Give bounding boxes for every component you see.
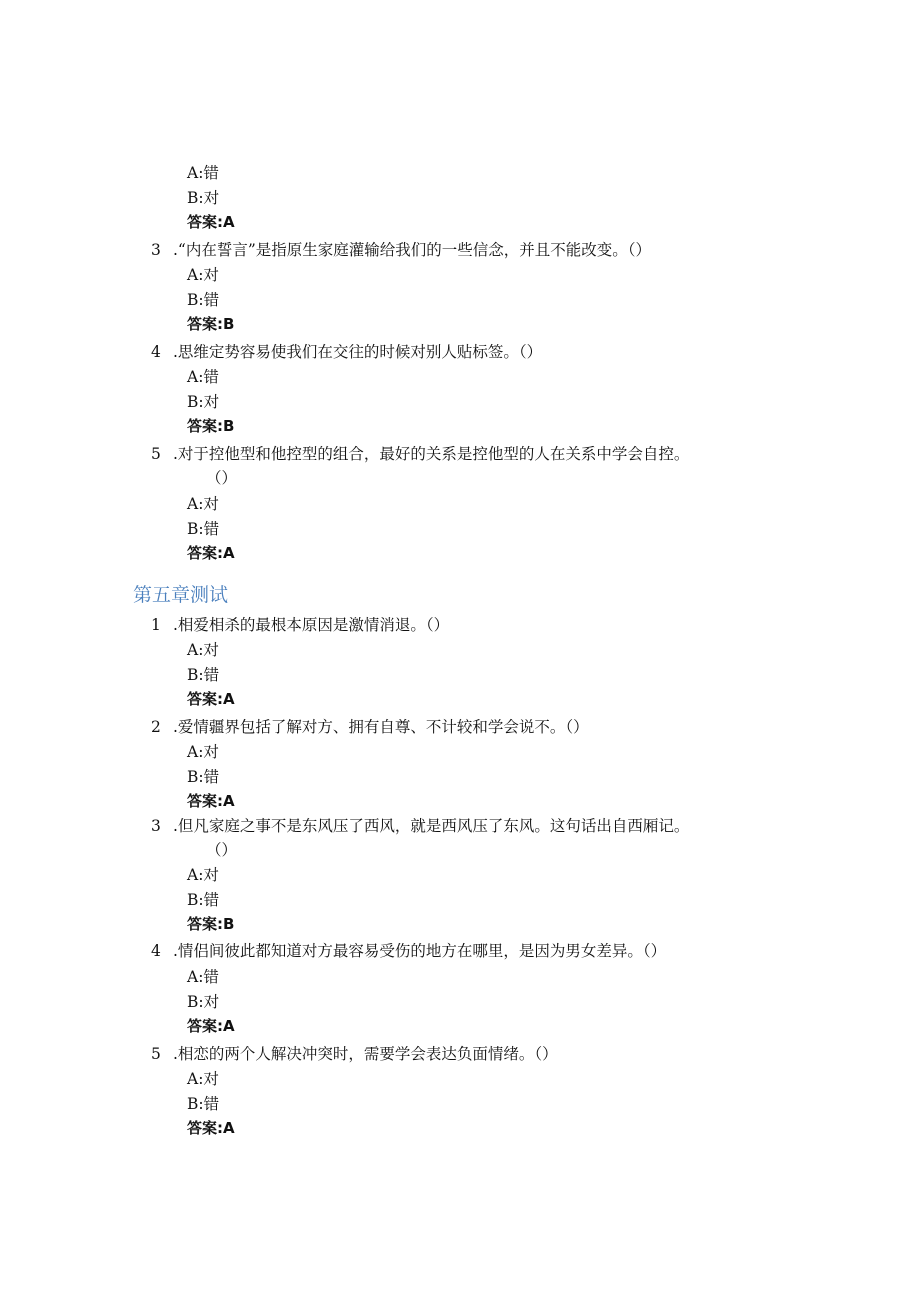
answer-line bbox=[187, 790, 235, 812]
option-a: A:对 bbox=[187, 266, 219, 284]
question-text: .“内在誓言”是指原生家庭灌输给我们的一些信念，并且不能改变。（） bbox=[173, 241, 652, 259]
option-a: A:对 bbox=[187, 1070, 219, 1088]
question-number: 3 bbox=[151, 817, 161, 835]
option-b: B:错 bbox=[187, 768, 220, 786]
answer-label: 答案: bbox=[187, 915, 223, 933]
question-text: .思维定势容易使我们在交往的时候对别人贴标签。（） bbox=[173, 343, 543, 361]
answer-line bbox=[187, 415, 234, 437]
answer-label: 答案: bbox=[187, 315, 223, 333]
option-b: B:错 bbox=[187, 1095, 220, 1113]
answer-value: A bbox=[223, 1119, 235, 1137]
option-a: A:错 bbox=[187, 164, 219, 182]
answer-label: 答案: bbox=[187, 213, 223, 231]
question-continuation: （） bbox=[206, 841, 238, 859]
answer-value: B bbox=[223, 315, 235, 333]
answer-value: A bbox=[223, 690, 235, 708]
question-number: 2 bbox=[151, 718, 161, 736]
section-heading: 第五章测试 bbox=[133, 584, 229, 606]
question-text: .但凡家庭之事不是东风压了西风，就是西风压了东风。这句话出自西厢记。 bbox=[173, 817, 690, 835]
question-text: .相恋的两个人解决冲突时，需要学会表达负面情绪。（） bbox=[173, 1045, 558, 1063]
question-continuation: （） bbox=[206, 469, 238, 487]
answer-label: 答案: bbox=[187, 1119, 223, 1137]
question-number: 5 bbox=[151, 1045, 161, 1063]
option-a: A:对 bbox=[187, 495, 219, 513]
question-2 bbox=[151, 716, 589, 738]
answer-line bbox=[187, 1117, 235, 1139]
option-b: B:错 bbox=[187, 666, 220, 684]
answer-value: A bbox=[223, 1017, 235, 1035]
question-number: 3 bbox=[151, 241, 161, 259]
answer-line bbox=[187, 688, 235, 710]
question-text: .爱情疆界包括了解对方、拥有自尊、不计较和学会说不。（） bbox=[173, 718, 589, 736]
answer-label: 答案: bbox=[187, 1017, 223, 1035]
answer-line bbox=[187, 1015, 235, 1037]
question-text: .对于控他型和他控型的组合，最好的关系是控他型的人在关系中学会自控。 bbox=[173, 445, 690, 463]
answer-label: 答案: bbox=[187, 544, 223, 562]
option-b: B:错 bbox=[187, 520, 220, 538]
question-5 bbox=[151, 443, 689, 465]
answer-value: B bbox=[223, 915, 235, 933]
answer-label: 答案: bbox=[187, 792, 223, 810]
answer-value: B bbox=[223, 417, 235, 435]
option-a: A:对 bbox=[187, 743, 219, 761]
question-text: .相爱相杀的最根本原因是激情消退。（） bbox=[173, 616, 450, 634]
question-number: 4 bbox=[151, 343, 161, 361]
question-number: 1 bbox=[151, 616, 161, 634]
question-3 bbox=[151, 815, 689, 837]
question-1 bbox=[151, 614, 449, 636]
question-4 bbox=[151, 940, 666, 962]
answer-value: A bbox=[223, 213, 235, 231]
answer-line bbox=[187, 542, 235, 564]
option-a: A:对 bbox=[187, 866, 219, 884]
answer-line bbox=[187, 313, 234, 335]
option-a: A:错 bbox=[187, 968, 219, 986]
question-5 bbox=[151, 1043, 558, 1065]
question-text: .情侣间彼此都知道对方最容易受伤的地方在哪里，是因为男女差异。（） bbox=[173, 942, 667, 960]
question-3 bbox=[151, 239, 651, 261]
question-number: 4 bbox=[151, 942, 161, 960]
question-number: 5 bbox=[151, 445, 161, 463]
answer-label: 答案: bbox=[187, 417, 223, 435]
answer-line bbox=[187, 211, 235, 233]
option-b: B:错 bbox=[187, 891, 220, 909]
option-b: B:对 bbox=[187, 993, 220, 1011]
answer-label: 答案: bbox=[187, 690, 223, 708]
option-b: B:对 bbox=[187, 189, 220, 207]
answer-line bbox=[187, 913, 234, 935]
question-4 bbox=[151, 341, 542, 363]
option-b: B:错 bbox=[187, 291, 220, 309]
answer-value: A bbox=[223, 792, 235, 810]
option-b: B:对 bbox=[187, 393, 220, 411]
answer-value: A bbox=[223, 544, 235, 562]
option-a: A:错 bbox=[187, 368, 219, 386]
option-a: A:对 bbox=[187, 641, 219, 659]
